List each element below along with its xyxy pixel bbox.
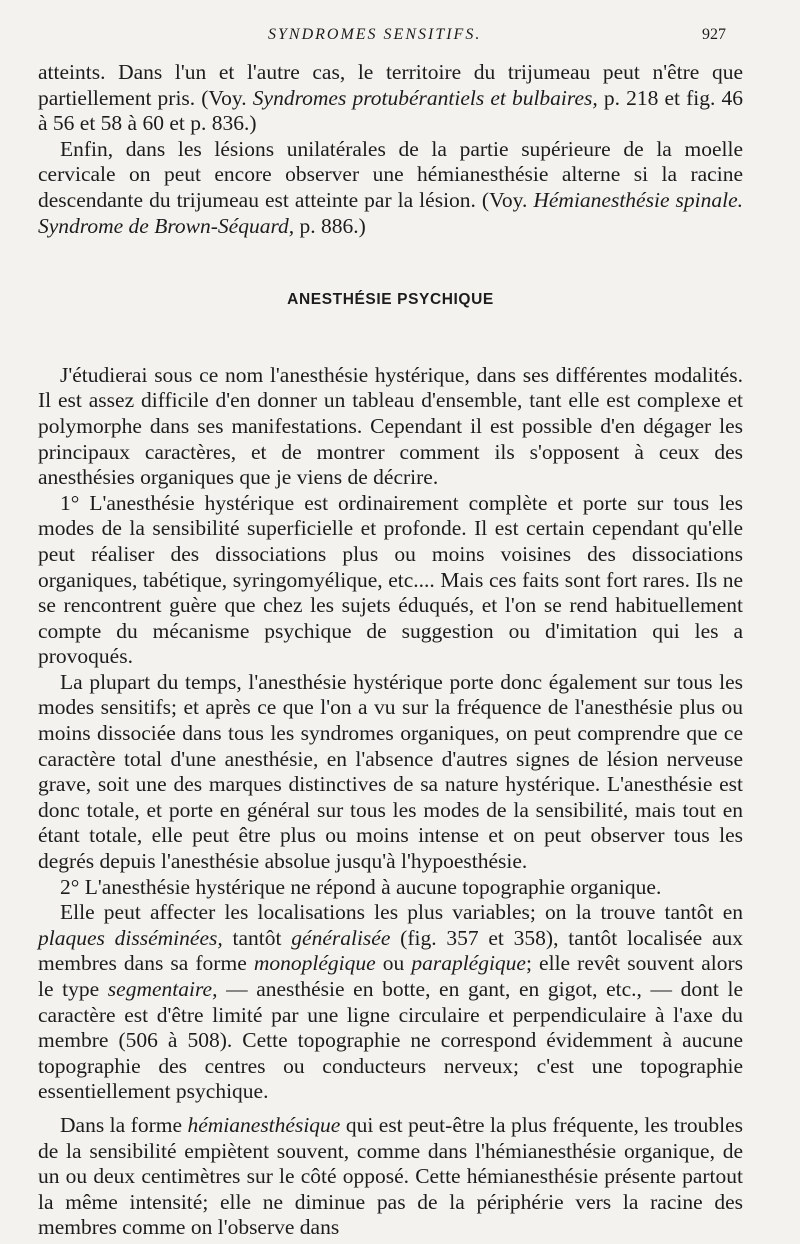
paragraph-text: ou [375, 951, 412, 976]
paragraph-moelle-cervicale [38, 137, 743, 239]
running-title: SYNDROMES SENSITIFS. [268, 26, 482, 43]
term-italic: généralisée [291, 925, 391, 950]
paragraph-trijumeau [38, 60, 743, 137]
paragraph-text: p. 218 et fig. 46 à 56 et 58 à 60 et p. 836.) [38, 85, 743, 136]
paragraph-localisations [38, 900, 743, 1105]
term-italic: segmentaire, [107, 977, 218, 1001]
term-italic: hémianesthésique [187, 1112, 341, 1137]
term-italic: plaques disséminées, [38, 925, 223, 950]
paragraph-text: qui est peut-être la plus fréquente, les troubles de la sensibilité empiètent souvent, comme dans l'hémianesthésie organique, de un ou deux centimètres sur le côté opposé. Cette hémianesthésie présente partout la même intensité; elle ne diminue pas de la périphérie vers la racine des membres comme on l'observe dans [38, 1112, 743, 1240]
paragraph-text: p. 886.) [294, 213, 366, 238]
term-italic: monoplégique [253, 951, 376, 976]
paragraph-text: atteints. Dans l'un et l'autre cas, le territoire du trijumeau peut n'être que partiellement pris. (Voy. [38, 60, 743, 110]
paragraph-intro: J'étudierai sous ce nom l'anesthésie hystérique, dans ses différentes modalités. Il est assez difficile d'en donner un tableau d'ensemble, tant elle est complexe et polymorphe dans ses manifestations. Cependant il est possible d'en dégager les principaux caractères, et de montrer comment ils s'opposent à ceux des anesthésies organiques que je viens de décrire. [38, 362, 743, 490]
paragraph-text: Dans la forme [60, 1112, 188, 1137]
paragraph-point-2: 2° L'anesthésie hystérique ne répond à aucune topographie organique. [60, 874, 662, 899]
section-heading: ANESTHÉSIE PSYCHIQUE [287, 291, 494, 309]
page-body [38, 60, 743, 1241]
paragraph-totalite: La plupart du temps, l'anesthésie hystérique porte donc également sur tous les modes sensitifs; et après ce que l'on a vu sur la fréquence de l'anesthésie plus ou moins dissociée dans tous les syndromes organiques, on peut comprendre que ce caractère total d'une anesthésie, en l'absence d'autres signes de lésion nerveuse grave, soit une des marques distinctives de sa nature hystérique. L'anesthésie est donc totale, et porte en général sur tous les modes de la sensibilité, mais tout en étant totale, elle peut être plus ou moins intense et on peut observer tous les degrés depuis l'anesthésie absolue jusqu'à l'hypoesthésie. [38, 669, 743, 874]
reference-italic: Hémianesthésie spinale. Syndrome de Brown-Séquard, [38, 187, 743, 238]
paragraph-text: tantôt [222, 925, 292, 950]
paragraph-text: Elle peut affecter les localisations les plus variables; on la trouve tantôt en [60, 900, 743, 925]
paragraph-text: — anesthésie en botte, en gant, en gigot, etc., — dont le caractère est d'être limité par une ligne circulaire et perpendiculaire à l'axe du membre (506 à 508). Cette topographie ne correspond évidemment à aucune topographie des centres ou conducteurs nerveux; c'est une topographie essentiellement psychique. [38, 977, 743, 1104]
running-header [38, 26, 724, 48]
term-italic: paraplégique [411, 951, 526, 976]
paragraph-text: (fig. 357 et 358), tantôt localisée aux membres dans sa forme [38, 925, 744, 976]
paragraph-text: ; elle revêt souvent alors le type [38, 951, 743, 1001]
paragraph-hemianesthesie [38, 1113, 743, 1241]
paragraph-point-1: 1° L'anesthésie hystérique est ordinairement complète et porte sur tous les modes de la sensibilité superficielle et profonde. Il est certain cependant qu'elle peut réaliser des dissociations plus ou moins voisines des dissociations organiques, tabétique, syringomyélique, etc.... Mais ces faits sont fort rares. Ils ne se rencontrent guère que chez les sujets éduqués, et l'on se rend habituellement compte du mécanisme psychique de suggestion ou d'imitation qui les a provoqués. [38, 490, 743, 669]
reference-italic: Syndromes protubérantiels et bulbaires, [252, 85, 598, 110]
page-number: 927 [702, 26, 726, 43]
paragraph-text: Enfin, dans les lésions unilatérales de la partie supérieure de la moelle cervicale on peut encore observer une hémianesthésie alterne si la racine descendante du trijumeau est atteinte par la lésion. (Voy. [38, 136, 743, 212]
